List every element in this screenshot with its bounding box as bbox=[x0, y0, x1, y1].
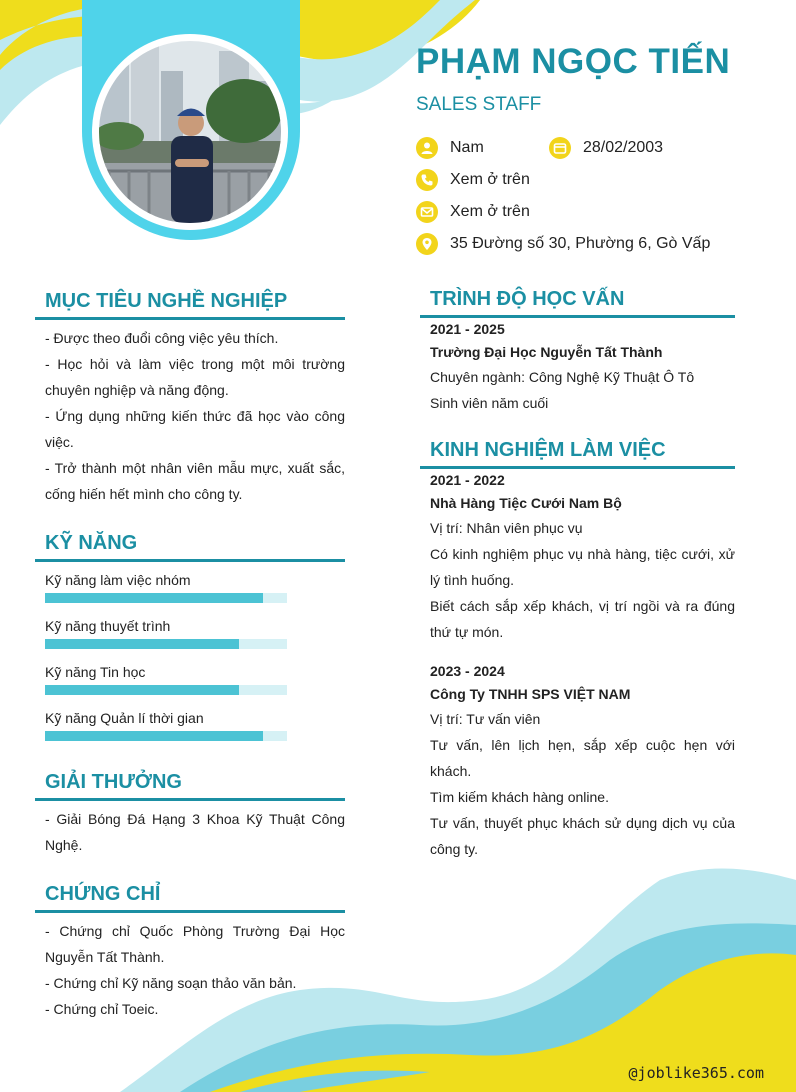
certificates-title: CHỨNG CHỈ bbox=[45, 883, 161, 905]
job-period: 2021 - 2022 bbox=[430, 472, 505, 488]
candidate-position: SALES STAFF bbox=[416, 94, 542, 115]
email-row bbox=[416, 201, 530, 223]
education-major: Chuyên ngành: Công Nghệ Kỹ Thuật Ô Tô bbox=[430, 369, 695, 385]
address-row bbox=[416, 233, 710, 255]
awards-title: GIẢI THƯỞNG bbox=[45, 771, 182, 793]
birthday-value: 28/02/2003 bbox=[583, 139, 664, 156]
awards-rule bbox=[35, 798, 345, 801]
objective-line: - Ứng dụng những kiến thức đã học vào công việc. bbox=[45, 408, 345, 450]
job-detail: Tư vấn, lên lịch hẹn, sắp xếp cuộc hẹn với khách. bbox=[430, 737, 735, 779]
job-detail: Có kinh nghiệm phục vụ nhà hàng, tiệc cưới, xử lý tình huống. bbox=[430, 546, 735, 588]
certificate-line: - Chứng chỉ Toeic. bbox=[45, 1001, 159, 1017]
job-detail: Tư vấn, thuyết phục khách sử dụng dịch vụ của công ty. bbox=[430, 815, 735, 857]
skill-bar-fill bbox=[45, 593, 263, 603]
skill-label: Kỹ năng Quản lí thời gian bbox=[45, 710, 204, 726]
award-line: - Giải Bóng Đá Hạng 3 Khoa Kỹ Thuật Công Nghệ. bbox=[45, 811, 345, 853]
job-detail: Tìm kiếm khách hàng online. bbox=[430, 789, 609, 805]
email-value: Xem ở trên bbox=[450, 203, 530, 220]
objective-line: - Học hỏi và làm việc trong một môi trường chuyên nghiệp và năng động. bbox=[45, 356, 345, 398]
phone-value: Xem ở trên bbox=[450, 171, 530, 188]
skill-bar-track bbox=[45, 685, 287, 695]
envelope-icon bbox=[416, 201, 438, 223]
candidate-name: PHẠM NGỌC TIẾN bbox=[416, 42, 731, 81]
watermark: @joblike365.com bbox=[628, 1064, 764, 1082]
skill-bar-track bbox=[45, 639, 287, 649]
job-role: Vị trí: Tư vấn viên bbox=[430, 711, 541, 727]
job-company: Công Ty TNHH SPS VIỆT NAM bbox=[430, 686, 631, 702]
gender-value: Nam bbox=[450, 139, 484, 156]
location-pin-icon bbox=[416, 233, 438, 255]
job-block bbox=[430, 469, 735, 645]
skill-bar-track bbox=[45, 593, 287, 603]
objective-line: - Trở thành một nhân viên mẫu mực, xuất sắc, cống hiến hết mình cho công ty. bbox=[45, 460, 345, 502]
certificates-rule bbox=[35, 910, 345, 913]
phone-icon bbox=[416, 169, 438, 191]
skill-bar-fill bbox=[45, 731, 263, 741]
person-icon bbox=[416, 137, 438, 159]
skills-rule bbox=[35, 559, 345, 562]
job-company: Nhà Hàng Tiệc Cưới Nam Bộ bbox=[430, 495, 622, 511]
job-role: Vị trí: Nhân viên phục vụ bbox=[430, 520, 583, 536]
experience-title: KINH NGHIỆM LÀM VIỆC bbox=[430, 439, 666, 461]
objective-line: - Được theo đuổi công việc yêu thích. bbox=[45, 330, 279, 346]
objective-title: MỤC TIÊU NGHỀ NGHIỆP bbox=[45, 290, 288, 312]
education-title: TRÌNH ĐỘ HỌC VẤN bbox=[430, 288, 625, 310]
education-block bbox=[430, 318, 735, 416]
skill-label: Kỹ năng làm việc nhóm bbox=[45, 572, 191, 588]
profile-photo bbox=[99, 41, 281, 223]
certificate-line: - Chứng chỉ Kỹ năng soạn thảo văn bản. bbox=[45, 975, 297, 991]
education-status: Sinh viên năm cuối bbox=[430, 395, 549, 411]
objective-text bbox=[45, 325, 345, 507]
calendar-icon bbox=[549, 137, 571, 159]
gender-row bbox=[416, 137, 484, 159]
job-period: 2023 - 2024 bbox=[430, 663, 505, 679]
job-detail: Biết cách sắp xếp khách, vị trí ngồi và ra đúng thứ tự món. bbox=[430, 598, 735, 640]
education-period: 2021 - 2025 bbox=[430, 321, 505, 337]
address-value: 35 Đường số 30, Phường 6, Gò Vấp bbox=[450, 235, 711, 252]
certificate-line: - Chứng chỉ Quốc Phòng Trường Đại Học Nguyễn Tất Thành. bbox=[45, 923, 345, 965]
skills-title: KỸ NĂNG bbox=[45, 532, 138, 554]
objective-rule bbox=[35, 317, 345, 320]
skill-label: Kỹ năng Tin học bbox=[45, 664, 146, 680]
job-block bbox=[430, 660, 735, 862]
skill-label: Kỹ năng thuyết trình bbox=[45, 618, 171, 634]
awards-text bbox=[45, 806, 345, 858]
skill-bar-track bbox=[45, 731, 287, 741]
education-school: Trường Đại Học Nguyễn Tất Thành bbox=[430, 344, 663, 360]
phone-row bbox=[416, 169, 530, 191]
certificates-text bbox=[45, 918, 345, 1022]
birthday-row bbox=[549, 137, 663, 159]
skill-bar-fill bbox=[45, 685, 239, 695]
skill-bar-fill bbox=[45, 639, 239, 649]
